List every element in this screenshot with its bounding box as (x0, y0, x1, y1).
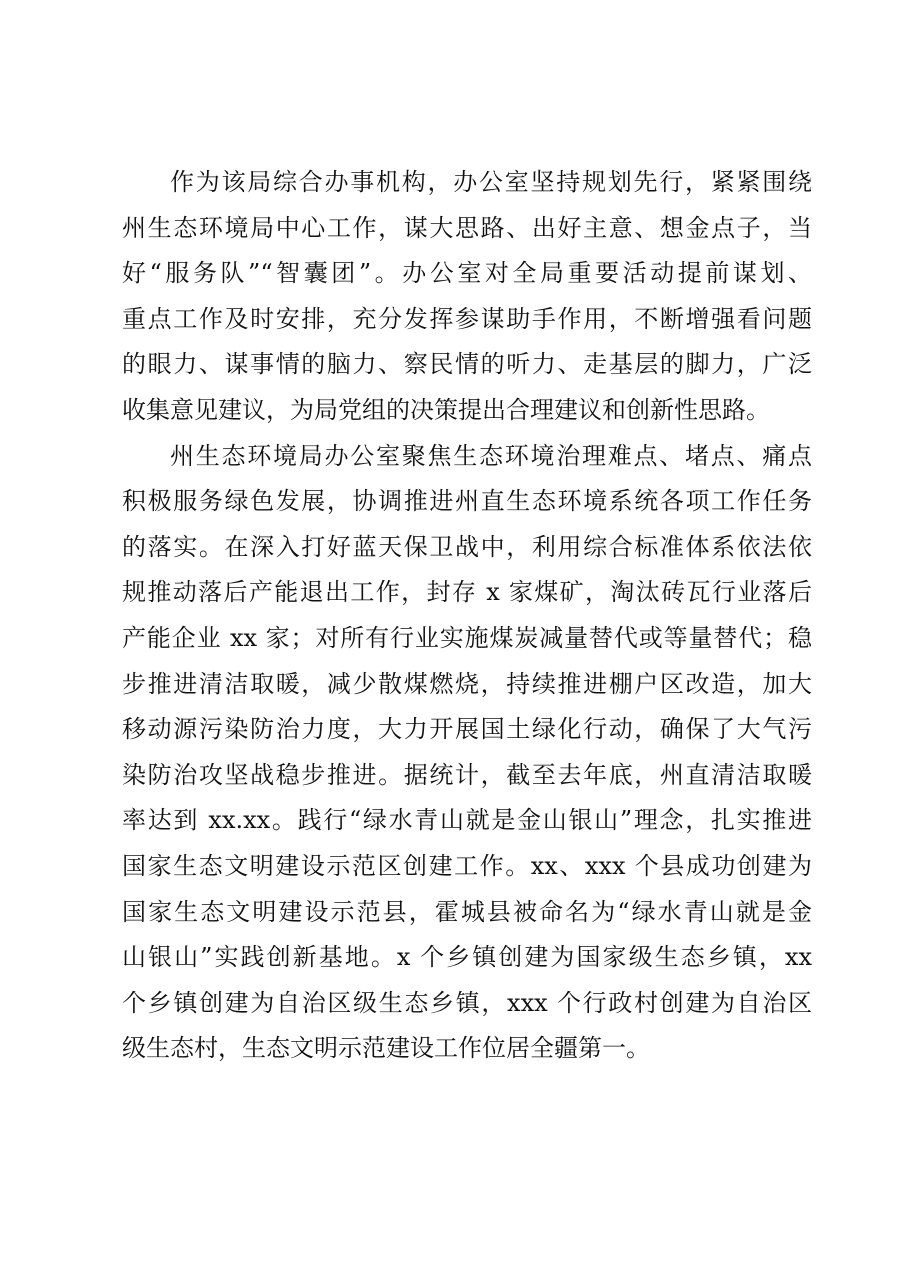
paragraph-1 (122, 160, 812, 434)
text-line: 产能企业 xx 家；对所有行业实施煤炭减量替代或等量替代；稳 (122, 623, 812, 652)
document-body (122, 160, 812, 1072)
text-line: 的眼力、谋事情的脑力、察民情的听力、走基层的脚力，广泛 (122, 350, 812, 379)
text-line: 收集意见建议，为局党组的决策提出合理建议和创新性思路。 (122, 395, 770, 424)
text-line: 级生态村，生态文明示范建设工作位居全疆第一。 (122, 1034, 650, 1063)
text-line: 州生态环境局中心工作，谋大思路、出好主意、想金点子，当 (122, 213, 812, 242)
text-line: 好“服务队”“智囊团”。办公室对全局重要活动提前谋划、 (122, 259, 812, 288)
text-line: 国家生态文明建设示范县，霍城县被命名为“绿水青山就是金 (122, 897, 812, 926)
text-line: 作为该局综合办事机构，办公室坚持规划先行，紧紧围绕 (170, 168, 812, 196)
text-line: 步推进清洁取暖，减少散煤燃烧，持续推进棚户区改造，加大 (122, 669, 812, 698)
text-line: 州生态环境局办公室聚焦生态环境治理难点、堵点、痛点 (170, 441, 812, 470)
text-line: 的落实。在深入打好蓝天保卫战中，利用综合标准体系依法依 (122, 532, 812, 561)
text-line: 移动源污染防治力度，大力开展国土绿化行动，确保了大气污 (122, 715, 812, 744)
text-line: 积极服务绿色发展，协调推进州直生态环境系统各项工作任务 (122, 487, 812, 516)
text-line: 重点工作及时安排，充分发挥参谋助手作用，不断增强看问题 (122, 304, 812, 333)
text-line: 山银山”实践创新基地。x 个乡镇创建为国家级生态乡镇，xx (122, 943, 812, 972)
text-line: 个乡镇创建为自治区级生态乡镇，xxx 个行政村创建为自治区 (122, 988, 812, 1017)
text-line: 国家生态文明建设示范区创建工作。xx、xxx 个县成功创建为 (122, 851, 812, 880)
text-line: 规推动落后产能退出工作，封存 x 家煤矿，淘汰砖瓦行业落后 (122, 578, 812, 607)
paragraph-2 (122, 434, 812, 1072)
text-line: 染防治攻坚战稳步推进。据统计，截至去年底，州直清洁取暖 (122, 760, 812, 789)
text-line: 率达到 xx.xx。践行“绿水青山就是金山银山”理念，扎实推进 (122, 806, 812, 835)
